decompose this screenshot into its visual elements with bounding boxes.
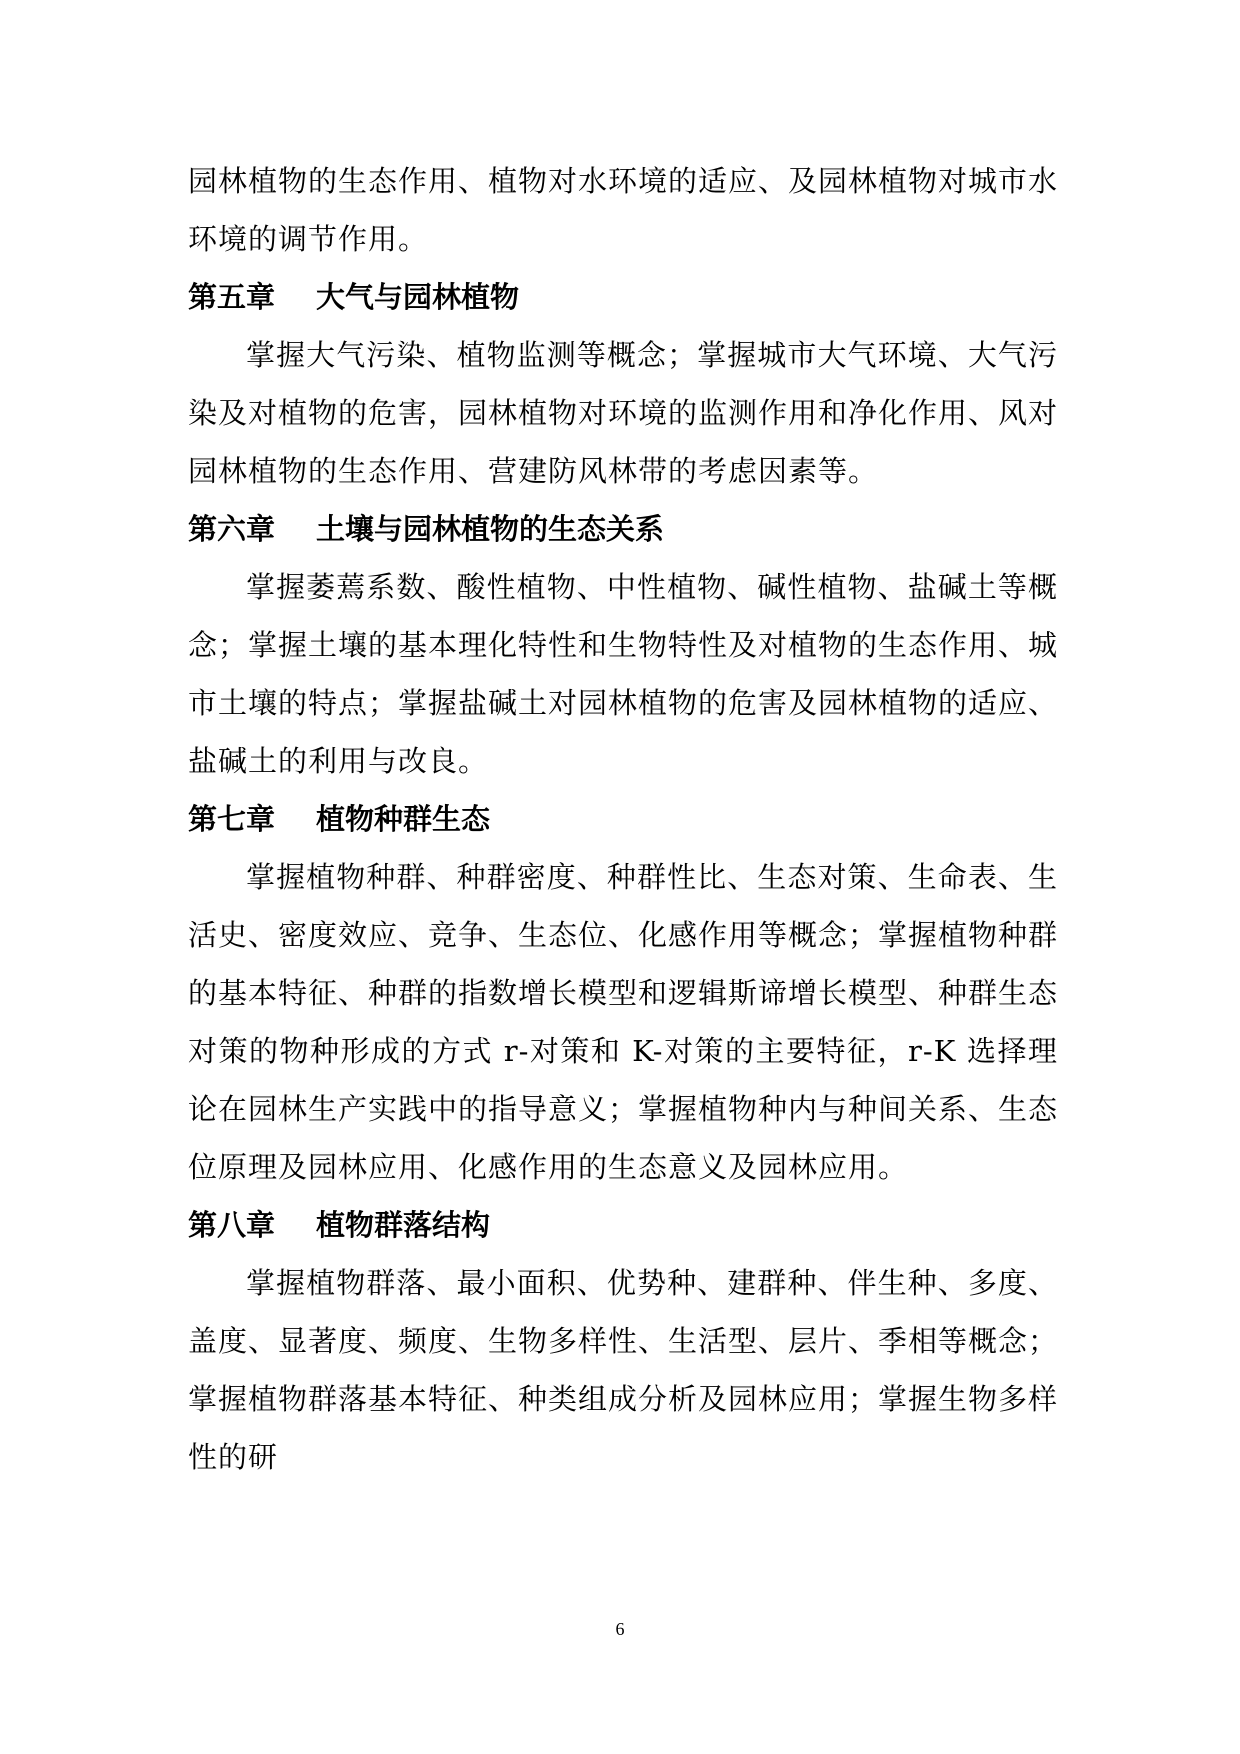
paragraph-ch4-continuation: 园林植物的生态作用、植物对水环境的适应、及园林植物对城市水环境的调节作用。 xyxy=(188,164,1059,256)
chapter-number: 第七章 xyxy=(188,802,276,836)
chapter-number: 第五章 xyxy=(188,280,276,314)
page-number: 6 xyxy=(615,1619,625,1639)
chapter-heading-7 xyxy=(188,790,1058,848)
chapter-heading-5 xyxy=(188,268,1058,326)
chapter-title: 植物种群生态 xyxy=(316,802,491,836)
paragraph-ch6: 掌握萎蔫系数、酸性植物、中性植物、碱性植物、盐碱土等概念；掌握土壤的基本理化特性和生物特性及对植物的生态作用、城市土壤的特点；掌握盐碱土对园林植物的危害及园林植物的适应、盐碱土的利用与改良。 xyxy=(188,570,1059,778)
chapter-number: 第六章 xyxy=(188,512,276,546)
chapter-title: 植物群落结构 xyxy=(316,1208,491,1242)
chapter-heading-6 xyxy=(188,500,1058,558)
paragraph-ch7: 掌握植物种群、种群密度、种群性比、生态对策、生命表、生活史、密度效应、竞争、生态位、化感作用等概念；掌握植物种群的基本特征、种群的指数增长模型和逻辑斯谛增长模型、种群生态对策的物种形成的方式 r-对策和 K-对策的主要特征，r-K 选择理论在园林生产实践中的指导意义；掌握植物种内与种间关系、生态位原理及园林应用、化感作用的生态意义及园林应用。 xyxy=(188,860,1059,1184)
document-page xyxy=(188,152,1058,1486)
paragraph-ch8: 掌握植物群落、最小面积、优势种、建群种、伴生种、多度、盖度、显著度、频度、生物多样性、生活型、层片、季相等概念；掌握植物群落基本特征、种类组成分析及园林应用；掌握生物多样性的研 xyxy=(188,1266,1059,1474)
chapter-heading-8 xyxy=(188,1196,1058,1254)
paragraph-ch5: 掌握大气污染、植物监测等概念；掌握城市大气环境、大气污染及对植物的危害，园林植物对环境的监测作用和净化作用、风对园林植物的生态作用、营建防风林带的考虑因素等。 xyxy=(188,338,1059,488)
chapter-title: 大气与园林植物 xyxy=(316,280,520,314)
chapter-number: 第八章 xyxy=(188,1208,276,1242)
chapter-title: 土壤与园林植物的生态关系 xyxy=(316,512,665,546)
